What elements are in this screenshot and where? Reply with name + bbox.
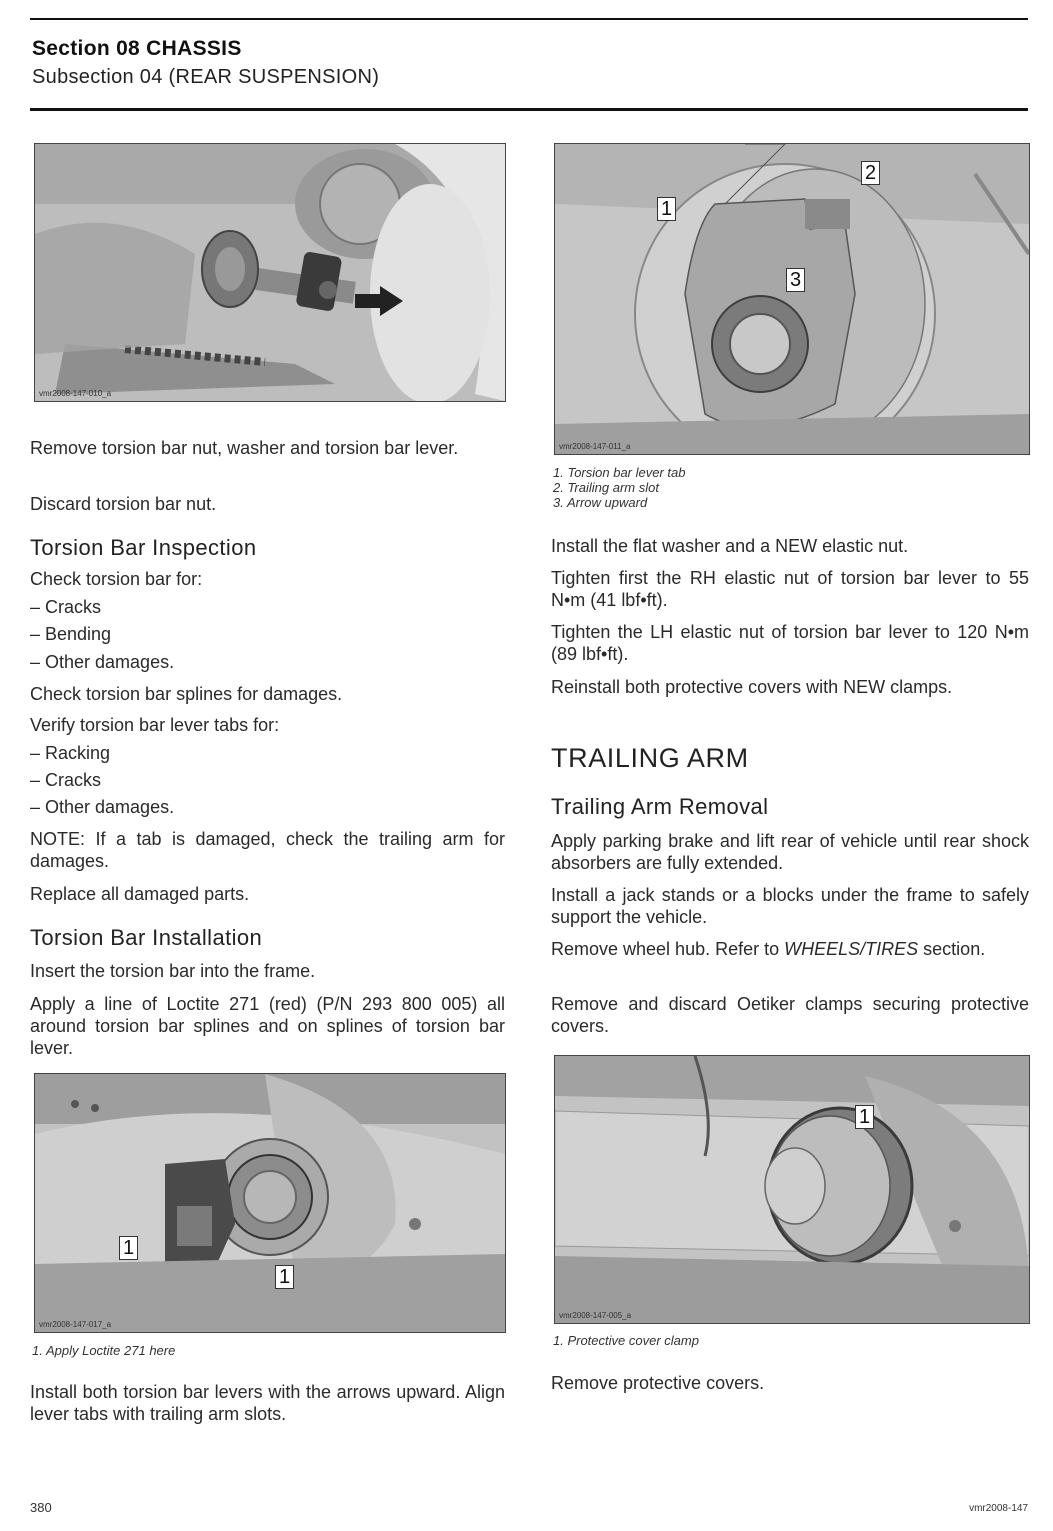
figure-id: vmr2008-147-005_a: [559, 1311, 632, 1320]
paragraph-rh-nut: Tighten first the RH elastic nut of torsion bar lever to 55 N•m (41 lbf•ft).: [551, 568, 1029, 610]
list-item: – Cracks: [30, 770, 102, 790]
wheel-hub-suffix: section.: [923, 939, 986, 959]
caption-item: 1. Torsion bar lever tab: [553, 465, 686, 480]
callout-1: 1: [855, 1105, 874, 1129]
callout-1: 1: [657, 197, 676, 221]
caption-item: 3. Arrow upward: [553, 495, 648, 510]
paragraph-apply: Apply a line of Loctite 271 (red) (P/N 293 800 005) all around torsion bar splines and on splines of torsion bar lever.: [30, 994, 505, 1058]
paragraph-remove: Remove torsion bar nut, washer and torsion bar lever.: [30, 438, 459, 458]
document-code: vmr2008-147: [969, 1503, 1028, 1514]
callout-1: 1: [275, 1265, 294, 1289]
header-top-rule: [30, 18, 1028, 20]
list-item: – Bending: [30, 624, 112, 644]
subsection-title: Subsection 04 (REAR SUSPENSION): [32, 66, 380, 88]
paragraph-discard: Discard torsion bar nut.: [30, 494, 217, 514]
list-item: – Other damages.: [30, 797, 175, 817]
paragraph-replace: Replace all damaged parts.: [30, 884, 250, 904]
header-bottom-rule: [30, 108, 1028, 111]
paragraph-oetiker: Remove and discard Oetiker clamps securing protective covers.: [551, 994, 1029, 1036]
heading-torsion-bar-installation: Torsion Bar Installation: [30, 925, 263, 950]
callout-3: 3: [786, 268, 805, 292]
paragraph-note: NOTE: If a tab is damaged, check the trailing arm for damages.: [30, 829, 505, 871]
figure-lever-tab: [554, 143, 1030, 455]
photo-loctite: [35, 1074, 505, 1332]
paragraph-splines: Check torsion bar splines for damages.: [30, 684, 343, 704]
photo-lever-tab: [555, 144, 1029, 454]
figure-torsion-bar-removal: [34, 143, 506, 402]
caption-protective-cover-clamp: 1. Protective cover clamp: [553, 1333, 699, 1348]
paragraph-flat-washer: Install the flat washer and a NEW elastic nut.: [551, 536, 909, 556]
paragraph-parking-brake: Apply parking brake and lift rear of vehicle until rear shock absorbers are fully extended.: [551, 831, 1029, 873]
list-item: – Cracks: [30, 597, 102, 617]
paragraph-remove-covers: Remove protective covers.: [551, 1373, 765, 1393]
caption-loctite: 1. Apply Loctite 271 here: [32, 1343, 176, 1358]
section-title: Section 08 CHASSIS: [32, 37, 242, 60]
paragraph-check: Check torsion bar for:: [30, 569, 203, 589]
callout-1: 1: [119, 1236, 138, 1260]
figure-id: vmr2008-147-011_a: [559, 442, 631, 451]
photo-torsion-bar-removal: [35, 144, 505, 401]
heading-torsion-bar-inspection: Torsion Bar Inspection: [30, 535, 257, 560]
list-item: – Racking: [30, 743, 111, 763]
page-number: 380: [30, 1500, 52, 1515]
paragraph-wheel-hub: [551, 938, 1029, 960]
list-item: – Other damages.: [30, 652, 175, 672]
paragraph-verify: Verify torsion bar lever tabs for:: [30, 715, 280, 735]
photo-protective-cover-clamp: [555, 1056, 1029, 1323]
paragraph-lh-nut: Tighten the LH elastic nut of torsion bar lever to 120 N•m (89 lbf•ft).: [551, 622, 1029, 664]
heading-trailing-arm-removal: Trailing Arm Removal: [551, 794, 769, 819]
paragraph-reinstall: Reinstall both protective covers with NEW clamps.: [551, 677, 953, 697]
paragraph-jack-stands: Install a jack stands or a blocks under the frame to safely support the vehicle.: [551, 885, 1029, 927]
figure-id: vmr2008-147-017_a: [39, 1320, 112, 1329]
heading-trailing-arm: TRAILING ARM: [551, 743, 749, 773]
callout-2: 2: [861, 161, 880, 185]
figure-id: vmr2008-147-010_a: [39, 389, 112, 398]
paragraph-insert: Insert the torsion bar into the frame.: [30, 961, 316, 981]
figure-loctite: [34, 1073, 506, 1333]
paragraph-install-levers: Install both torsion bar levers with the arrows upward. Align lever tabs with trailing arm slots.: [30, 1382, 505, 1424]
wheels-tires-reference: WHEELS/TIRES: [784, 939, 919, 959]
caption-item: 2. Trailing arm slot: [553, 480, 659, 495]
wheel-hub-text: Remove wheel hub. Refer to: [551, 939, 785, 959]
figure-protective-cover-clamp: [554, 1055, 1030, 1324]
